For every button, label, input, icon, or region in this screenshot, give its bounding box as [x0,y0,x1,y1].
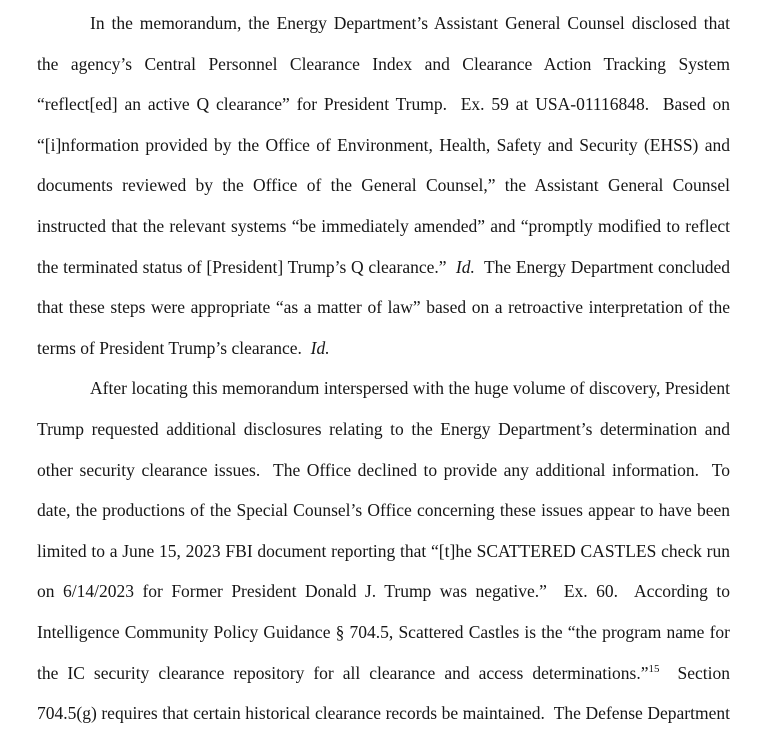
text-run: “[i]nformation provided by the Office of Environment, Health, Safety and Security (EHSS) and [37,134,730,155]
text-run: the terminated status of [President] Trump’s Q clearance.” [37,256,456,277]
paragraph-1 [37,3,730,368]
text-line [37,490,730,531]
text-line [37,3,730,44]
text-run: on 6/14/2023 for Former President Donald J. Trump was negative.” Ex. 60. According to [37,581,730,602]
text-line [37,247,730,288]
text-run: that these steps were appropriate “as a matter of law” based on a retroactive interpretation of the [37,297,730,318]
text-run: date, the productions of the Special Counsel’s Office concerning these issues appear to have been [37,500,730,521]
italic-citation: Id. [455,256,475,277]
text-line [37,409,730,450]
text-line [37,125,730,166]
text-run: In the memorandum, the Energy Department’s Assistant General Counsel disclosed that [90,13,730,33]
text-run: the IC security clearance repository for all clearance and access determinations.” [37,662,649,683]
text-run: other security clearance issues. The Office declined to provide any additional information. To [37,459,730,480]
text-line [37,531,730,572]
text-run: “reflect[ed] an active Q clearance” for President Trump. Ex. 59 at USA-01116848. Based on [37,94,730,115]
text-run: terms of President Trump’s clearance. [37,337,311,358]
text-line [37,368,730,409]
text-line [37,571,730,612]
text-line [37,328,730,369]
italic-citation: Id. [310,337,330,358]
text-run: documents reviewed by the Office of the General Counsel,” the Assistant General Counsel [37,175,730,196]
text-run: instructed that the relevant systems “be immediately amended” and “promptly modified to reflect [37,215,730,236]
text-run: After locating this memorandum interspersed with the huge volume of discovery, President [90,378,730,399]
text-line [37,653,730,694]
text-line [37,693,730,734]
paragraph-2 [37,368,730,733]
text-line [37,450,730,491]
text-run: the agency’s Central Personnel Clearance Index and Clearance Action Tracking System [37,53,730,74]
text-line [37,612,730,653]
text-line [37,206,730,247]
text-line [37,287,730,328]
text-run: 704.5(g) requires that certain historical clearance records be maintained. The Defense Department [37,703,730,724]
text-run: Intelligence Community Policy Guidance § 704.5, Scattered Castles is the “the program name for [37,621,730,642]
text-line [37,84,730,125]
footnote-reference: 15 [648,662,660,675]
text-run: limited to a June 15, 2023 FBI document reporting that “[t]he SCATTERED CASTLES check run [37,540,730,561]
text-run: The Energy Department concluded [474,256,730,277]
text-run: Trump requested additional disclosures relating to the Energy Department’s determination and [37,418,730,439]
text-line [37,44,730,85]
text-line [37,165,730,206]
text-run: Section [659,662,730,683]
